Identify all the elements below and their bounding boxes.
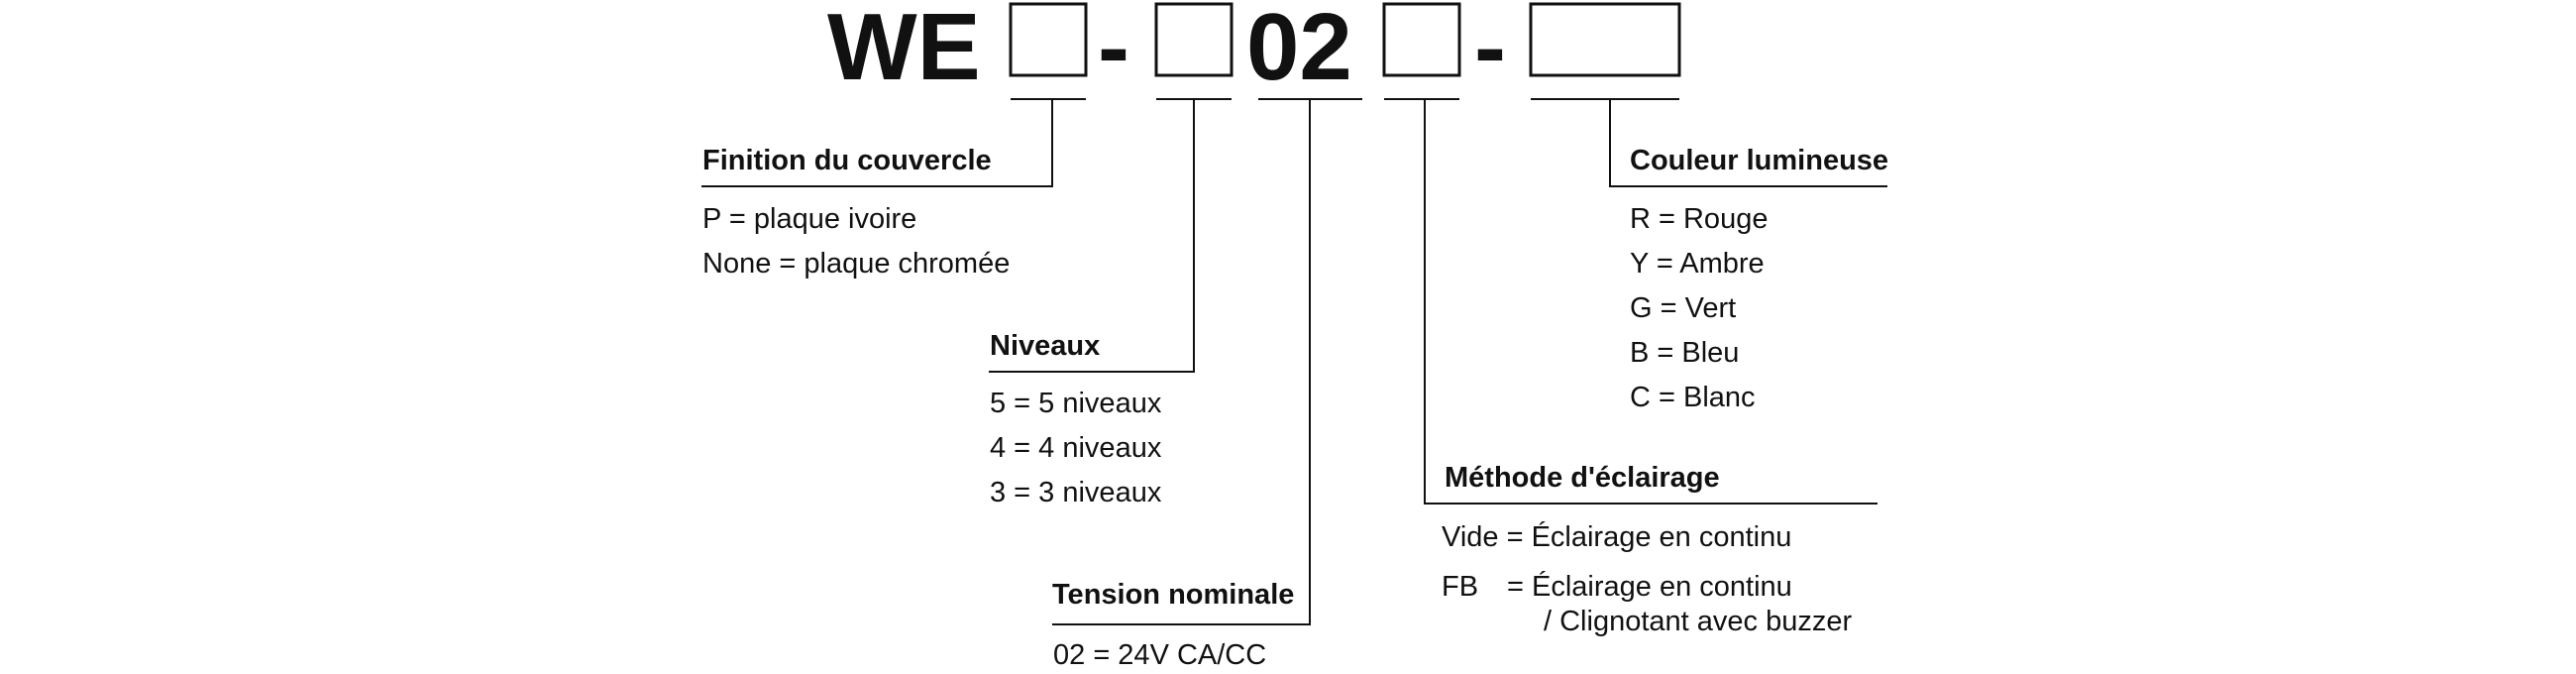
methode-heading: Méthode d'éclairage: [1445, 462, 1720, 494]
methode-slot-box: [1384, 4, 1459, 75]
couleur-option-g: G = Vert: [1630, 292, 1737, 324]
finition-group: [702, 145, 1010, 280]
code-voltage: 02: [1246, 0, 1352, 100]
couleur-option-b: B = Bleu: [1630, 337, 1740, 369]
code-prefix: WE: [827, 0, 981, 100]
code-dash-1: -: [1098, 0, 1129, 100]
niveaux-slot-box: [1156, 4, 1232, 75]
couleur-group: [1630, 145, 1888, 413]
niveaux-option-5: 5 = 5 niveaux: [990, 388, 1162, 419]
methode-option-fb-desc: = Éclairage en continu: [1507, 571, 1792, 603]
couleur-option-r: R = Rouge: [1630, 203, 1769, 235]
niveaux-option-4: 4 = 4 niveaux: [990, 432, 1162, 464]
finition-slot-box: [1011, 4, 1086, 75]
methode-option-fb-code: FB: [1442, 571, 1479, 603]
finition-heading: Finition du couvercle: [702, 145, 992, 176]
tension-heading: Tension nominale: [1052, 579, 1295, 611]
code-dash-2: -: [1474, 0, 1506, 100]
methode-option-fb-desc-cont: / Clignotant avec buzzer: [1544, 606, 1853, 637]
niveaux-heading: Niveaux: [990, 330, 1101, 362]
niveaux-option-3: 3 = 3 niveaux: [990, 477, 1162, 508]
tension-option-02: 02 = 24V CA/CC: [1053, 639, 1267, 671]
methode-group: [1442, 462, 1852, 637]
methode-option-vide: Vide = Éclairage en continu: [1442, 521, 1792, 553]
finition-option-p: P = plaque ivoire: [702, 203, 917, 235]
finition-option-none: None = plaque chromée: [702, 248, 1011, 280]
couleur-option-c: C = Blanc: [1630, 382, 1756, 413]
tension-leader-line: [1052, 99, 1310, 624]
part-number-code: [827, 0, 1679, 100]
niveaux-group: [990, 330, 1162, 508]
couleur-heading: Couleur lumineuse: [1630, 145, 1889, 176]
couleur-slot-box: [1531, 4, 1679, 75]
couleur-option-y: Y = Ambre: [1630, 248, 1765, 280]
